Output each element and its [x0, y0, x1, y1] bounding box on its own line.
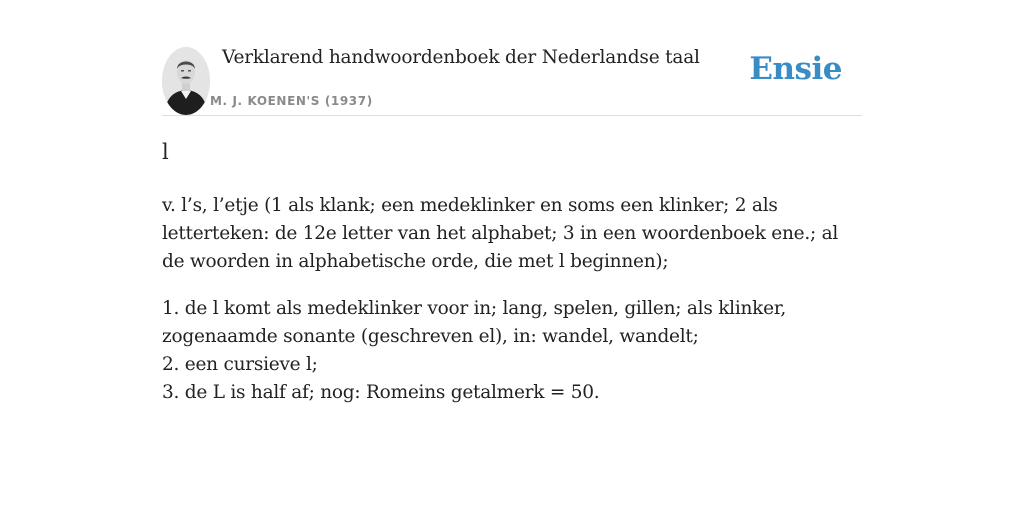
entry-headword: l: [162, 140, 169, 164]
portrait-icon: [162, 47, 210, 115]
dictionary-header: [162, 44, 862, 116]
entry-definition: v. l’s, l’etje (1 als klank; een medeklinker en soms een klinker; 2 als letterteken: de 12e letter van het alphabet; 3 in een woordenboek ene.; al de woorden in alphabetische orde, die met l beginnen);: [162, 195, 839, 272]
entry-sense: 1. de l komt als medeklinker voor in; lang, spelen, gillen; als klinker, zogenaamde sonante (geschreven el), in: wandel, wandelt;: [162, 298, 787, 347]
ensie-logo-link[interactable]: Ensie: [749, 51, 842, 87]
entry-sense: 3. de L is half af; nog: Romeins getalmerk = 50.: [162, 382, 600, 403]
dictionary-subtitle: M. J. KOENEN'S (1937): [210, 94, 373, 108]
dictionary-title: Verklarend handwoordenboek der Nederlandse taal: [222, 47, 700, 68]
entry-sense: 2. een cursieve l;: [162, 354, 318, 375]
entry-content: [162, 192, 862, 407]
author-portrait: [162, 47, 210, 115]
